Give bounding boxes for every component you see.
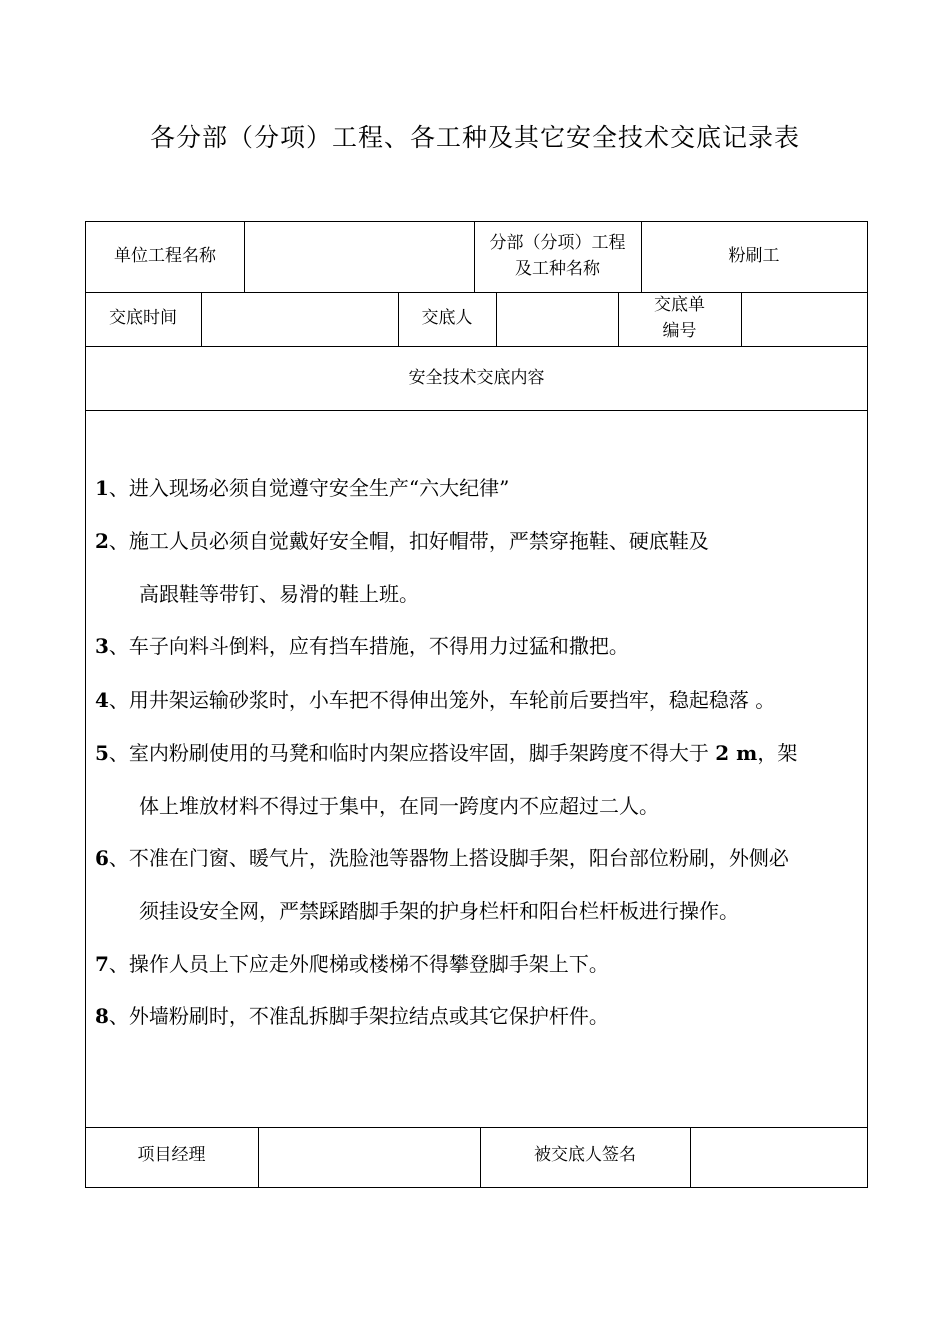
list-item xyxy=(95,473,865,503)
table-border xyxy=(85,221,868,222)
item-number: 5 xyxy=(95,741,109,765)
table-rule xyxy=(690,1127,691,1188)
item-text: 、用井架运输砂浆时，小车把不得伸出笼外，车轮前后要挡牢，稳起稳落 。 xyxy=(108,688,776,712)
item-continuation: 须挂设安全网，严禁踩踏脚手架的护身栏杆和阳台栏杆板进行操作。 xyxy=(139,899,739,923)
list-item xyxy=(95,949,865,979)
content-header: 安全技术交底内容 xyxy=(408,368,545,388)
list-item xyxy=(95,738,865,768)
item-continuation: 体上堆放材料不得过于集中，在同一跨度内不应超过二人。 xyxy=(139,794,659,818)
table-rule xyxy=(258,1127,259,1188)
list-item xyxy=(95,631,865,661)
item-number: 3 xyxy=(95,634,109,658)
manager-label: 项目经理 xyxy=(137,1145,206,1165)
item-text: 、室内粉刷使用的马凳和临时内架应搭设牢固，脚手架跨度不得大于 xyxy=(108,741,716,765)
item-number: 8 xyxy=(95,1004,109,1028)
sub-project-label-line1: 分部（分项）工程 xyxy=(489,233,626,253)
table-rule xyxy=(741,292,742,347)
table-rule xyxy=(201,292,202,347)
page-title: 各分部（分项）工程、各工种及其它安全技术交底记录表 xyxy=(149,123,800,152)
item-text: 、外墙粉刷时，不准乱拆脚手架拉结点或其它保护杆件。 xyxy=(108,1004,609,1028)
table-rule xyxy=(496,292,497,347)
person-label: 交底人 xyxy=(421,308,473,328)
table-rule xyxy=(85,346,868,347)
time-label: 交底时间 xyxy=(109,308,177,328)
item-number: 4 xyxy=(95,688,109,712)
item-text: ，架 xyxy=(757,741,798,765)
item-text: 、车子向料斗倒料，应有挡车措施，不得用力过猛和撒把。 xyxy=(108,634,629,658)
item-text: 、不准在门窗、暖气片，洗脸池等器物上搭设脚手架，阳台部位粉刷，外侧必 xyxy=(108,846,789,870)
item-text: 、进入现场必须自觉遵守安全生产“六大纪律” xyxy=(108,476,510,500)
item-text-bold: 2 m xyxy=(715,741,758,765)
signee-label: 被交底人签名 xyxy=(534,1145,636,1165)
item-text: 、操作人员上下应走外爬梯或楼梯不得攀登脚手架上下。 xyxy=(108,952,609,976)
item-continuation: 高跟鞋等带钉、易滑的鞋上班。 xyxy=(139,582,419,606)
list-item xyxy=(95,526,865,556)
number-label-line2: 编号 xyxy=(662,321,697,341)
table-rule xyxy=(85,410,868,411)
table-rule xyxy=(85,1127,868,1128)
sub-project-value: 粉刷工 xyxy=(728,246,780,266)
item-number: 1 xyxy=(95,476,109,500)
list-item xyxy=(95,685,865,715)
item-number: 7 xyxy=(95,952,109,976)
item-number: 2 xyxy=(95,529,109,553)
table-rule xyxy=(85,292,868,293)
list-item xyxy=(95,843,865,873)
list-item xyxy=(95,1001,865,1031)
table-border xyxy=(85,1187,868,1188)
item-number: 6 xyxy=(95,846,109,870)
sub-project-label-line2: 及工种名称 xyxy=(515,259,600,279)
item-text: 、施工人员必须自觉戴好安全帽，扣好帽带，严禁穿拖鞋、硬底鞋及 xyxy=(108,529,709,553)
unit-project-label: 单位工程名称 xyxy=(114,246,216,266)
number-label-line1: 交底单 xyxy=(654,295,705,315)
